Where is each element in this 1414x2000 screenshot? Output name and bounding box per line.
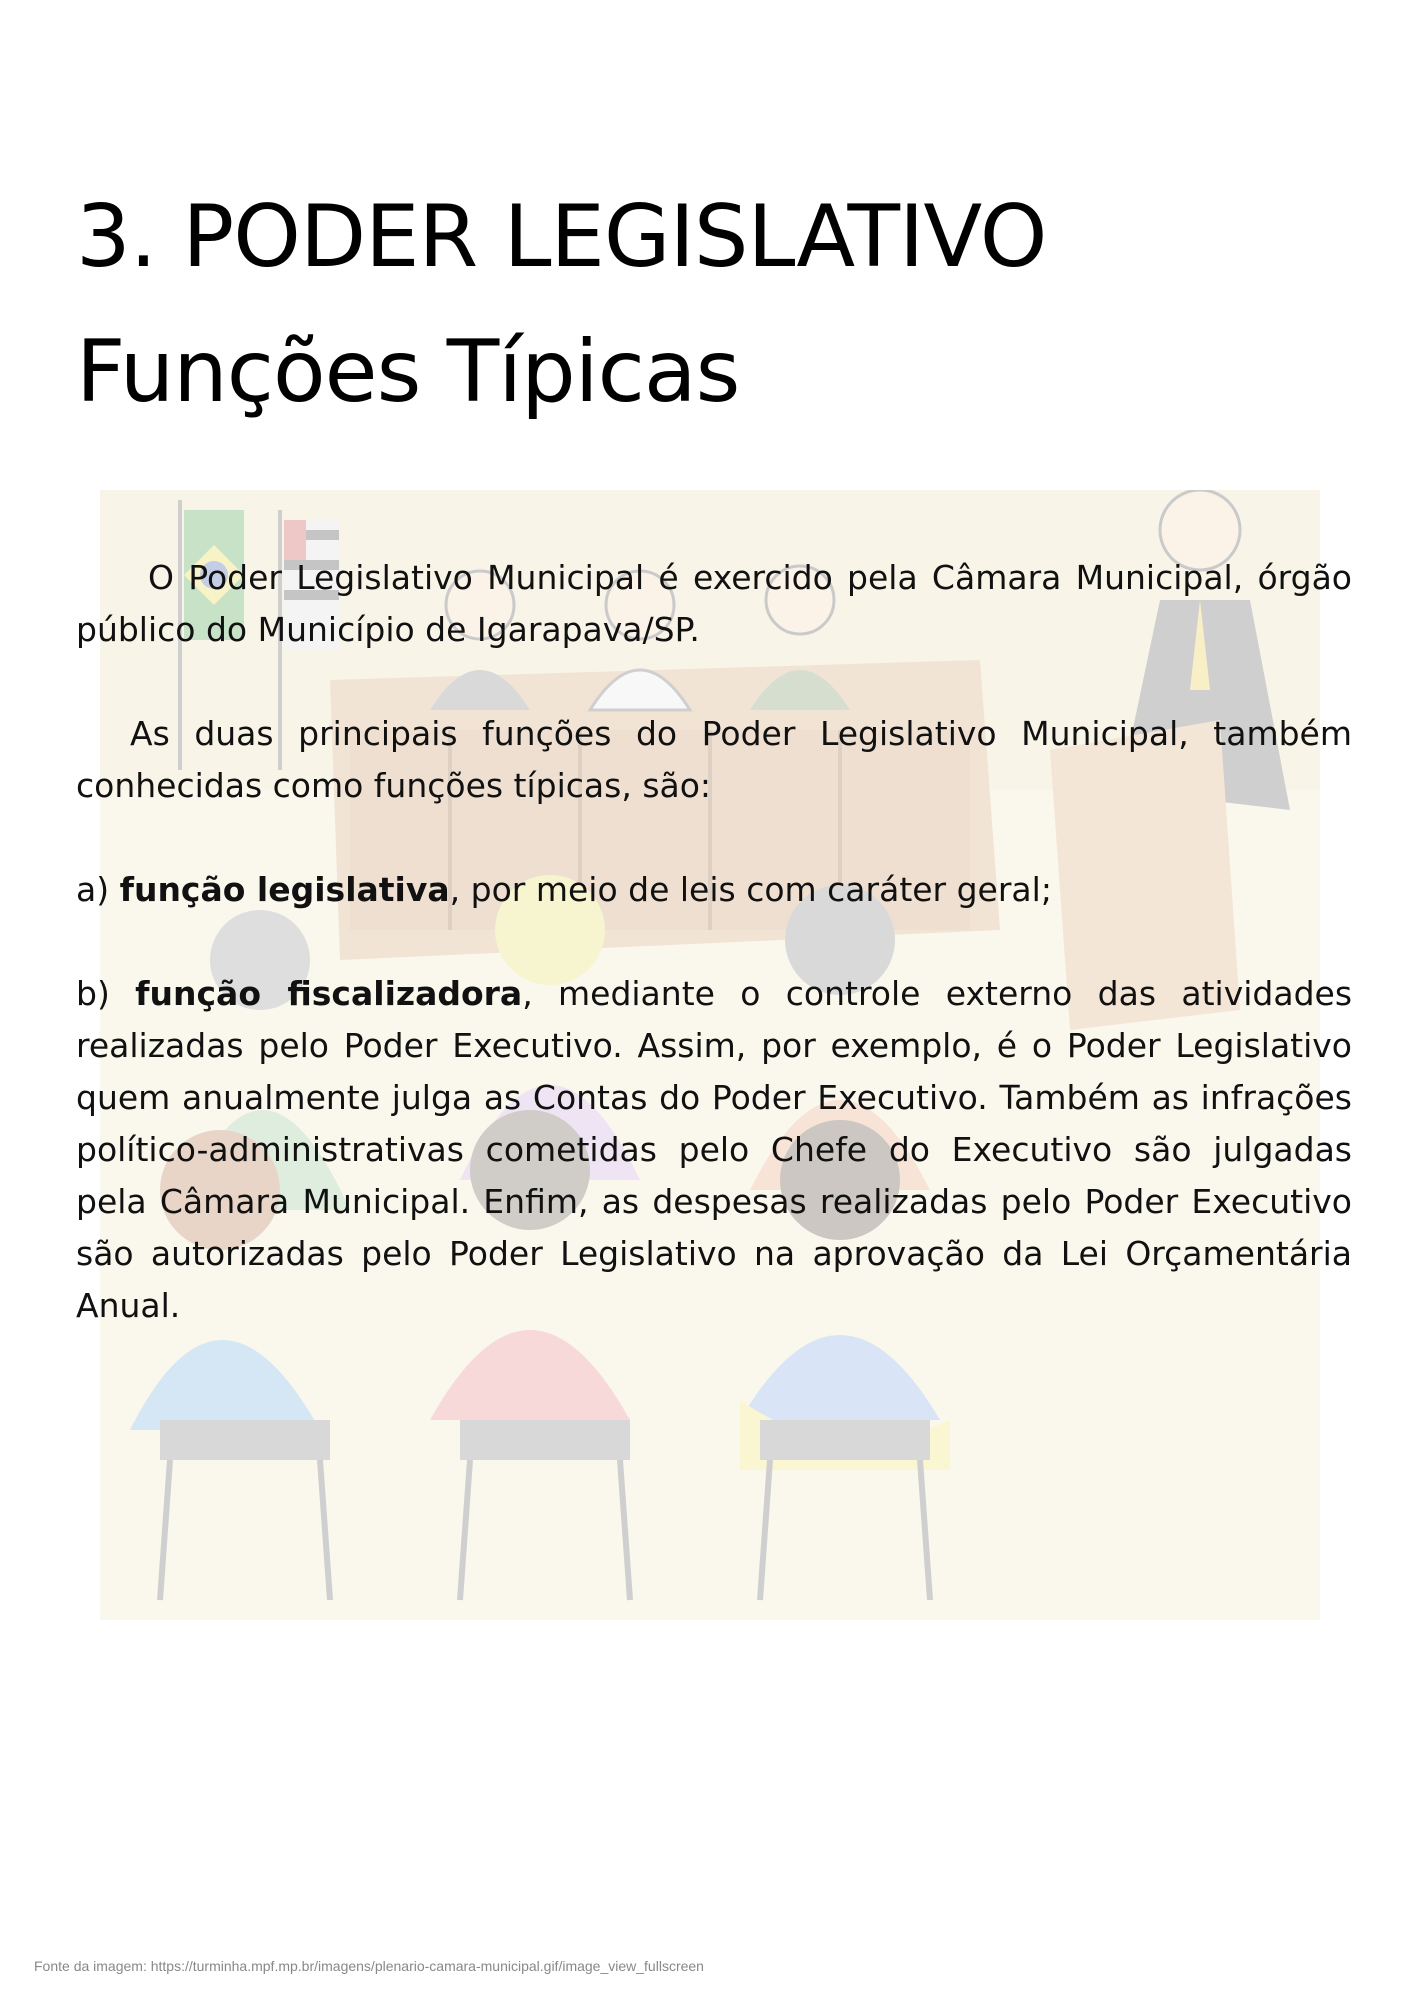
item-a-term: função legislativa (119, 870, 450, 909)
item-b-term: função fiscalizadora (135, 974, 523, 1013)
item-a-prefix: a) (76, 870, 120, 909)
title-line-1: 3. PODER LEGISLATIVO (76, 187, 1047, 287)
item-a-text: , por meio de leis com caráter geral; (449, 870, 1052, 909)
list-item-legislative (76, 864, 1352, 916)
item-b-prefix: b) (76, 974, 136, 1013)
image-source-footnote: Fonte da imagem: https://turminha.mpf.mp.br/imagens/plenario-camara-municipal.gif/image_view_fullscreen (34, 1958, 704, 1974)
paragraph-functions: As duas principais funções do Poder Legislativo Municipal, também conhecidas como funções típicas, são: (76, 714, 1352, 805)
page-title (76, 170, 1046, 440)
title-line-2: Funções Típicas (76, 322, 740, 422)
paragraph-intro: O Poder Legislativo Municipal é exercido pela Câmara Municipal, órgão público do Município de Igarapava/SP. (76, 558, 1352, 649)
item-b-text: , mediante o controle externo das atividades realizadas pelo Poder Executivo. Assim, por exemplo, é o Poder Legislativo quem anualmente julga as Contas do Poder Executivo. Também as infrações político-administrativas cometidas pelo Chefe do Executivo são julgadas pela Câmara Municipal. Enfim, as despesas realizadas pelo Poder Executivo são autorizadas pelo Poder Legislativo na aprovação da Lei Orçamentária Anual. (76, 974, 1353, 1325)
body-text (76, 552, 1352, 1384)
list-item-oversight (76, 968, 1352, 1332)
